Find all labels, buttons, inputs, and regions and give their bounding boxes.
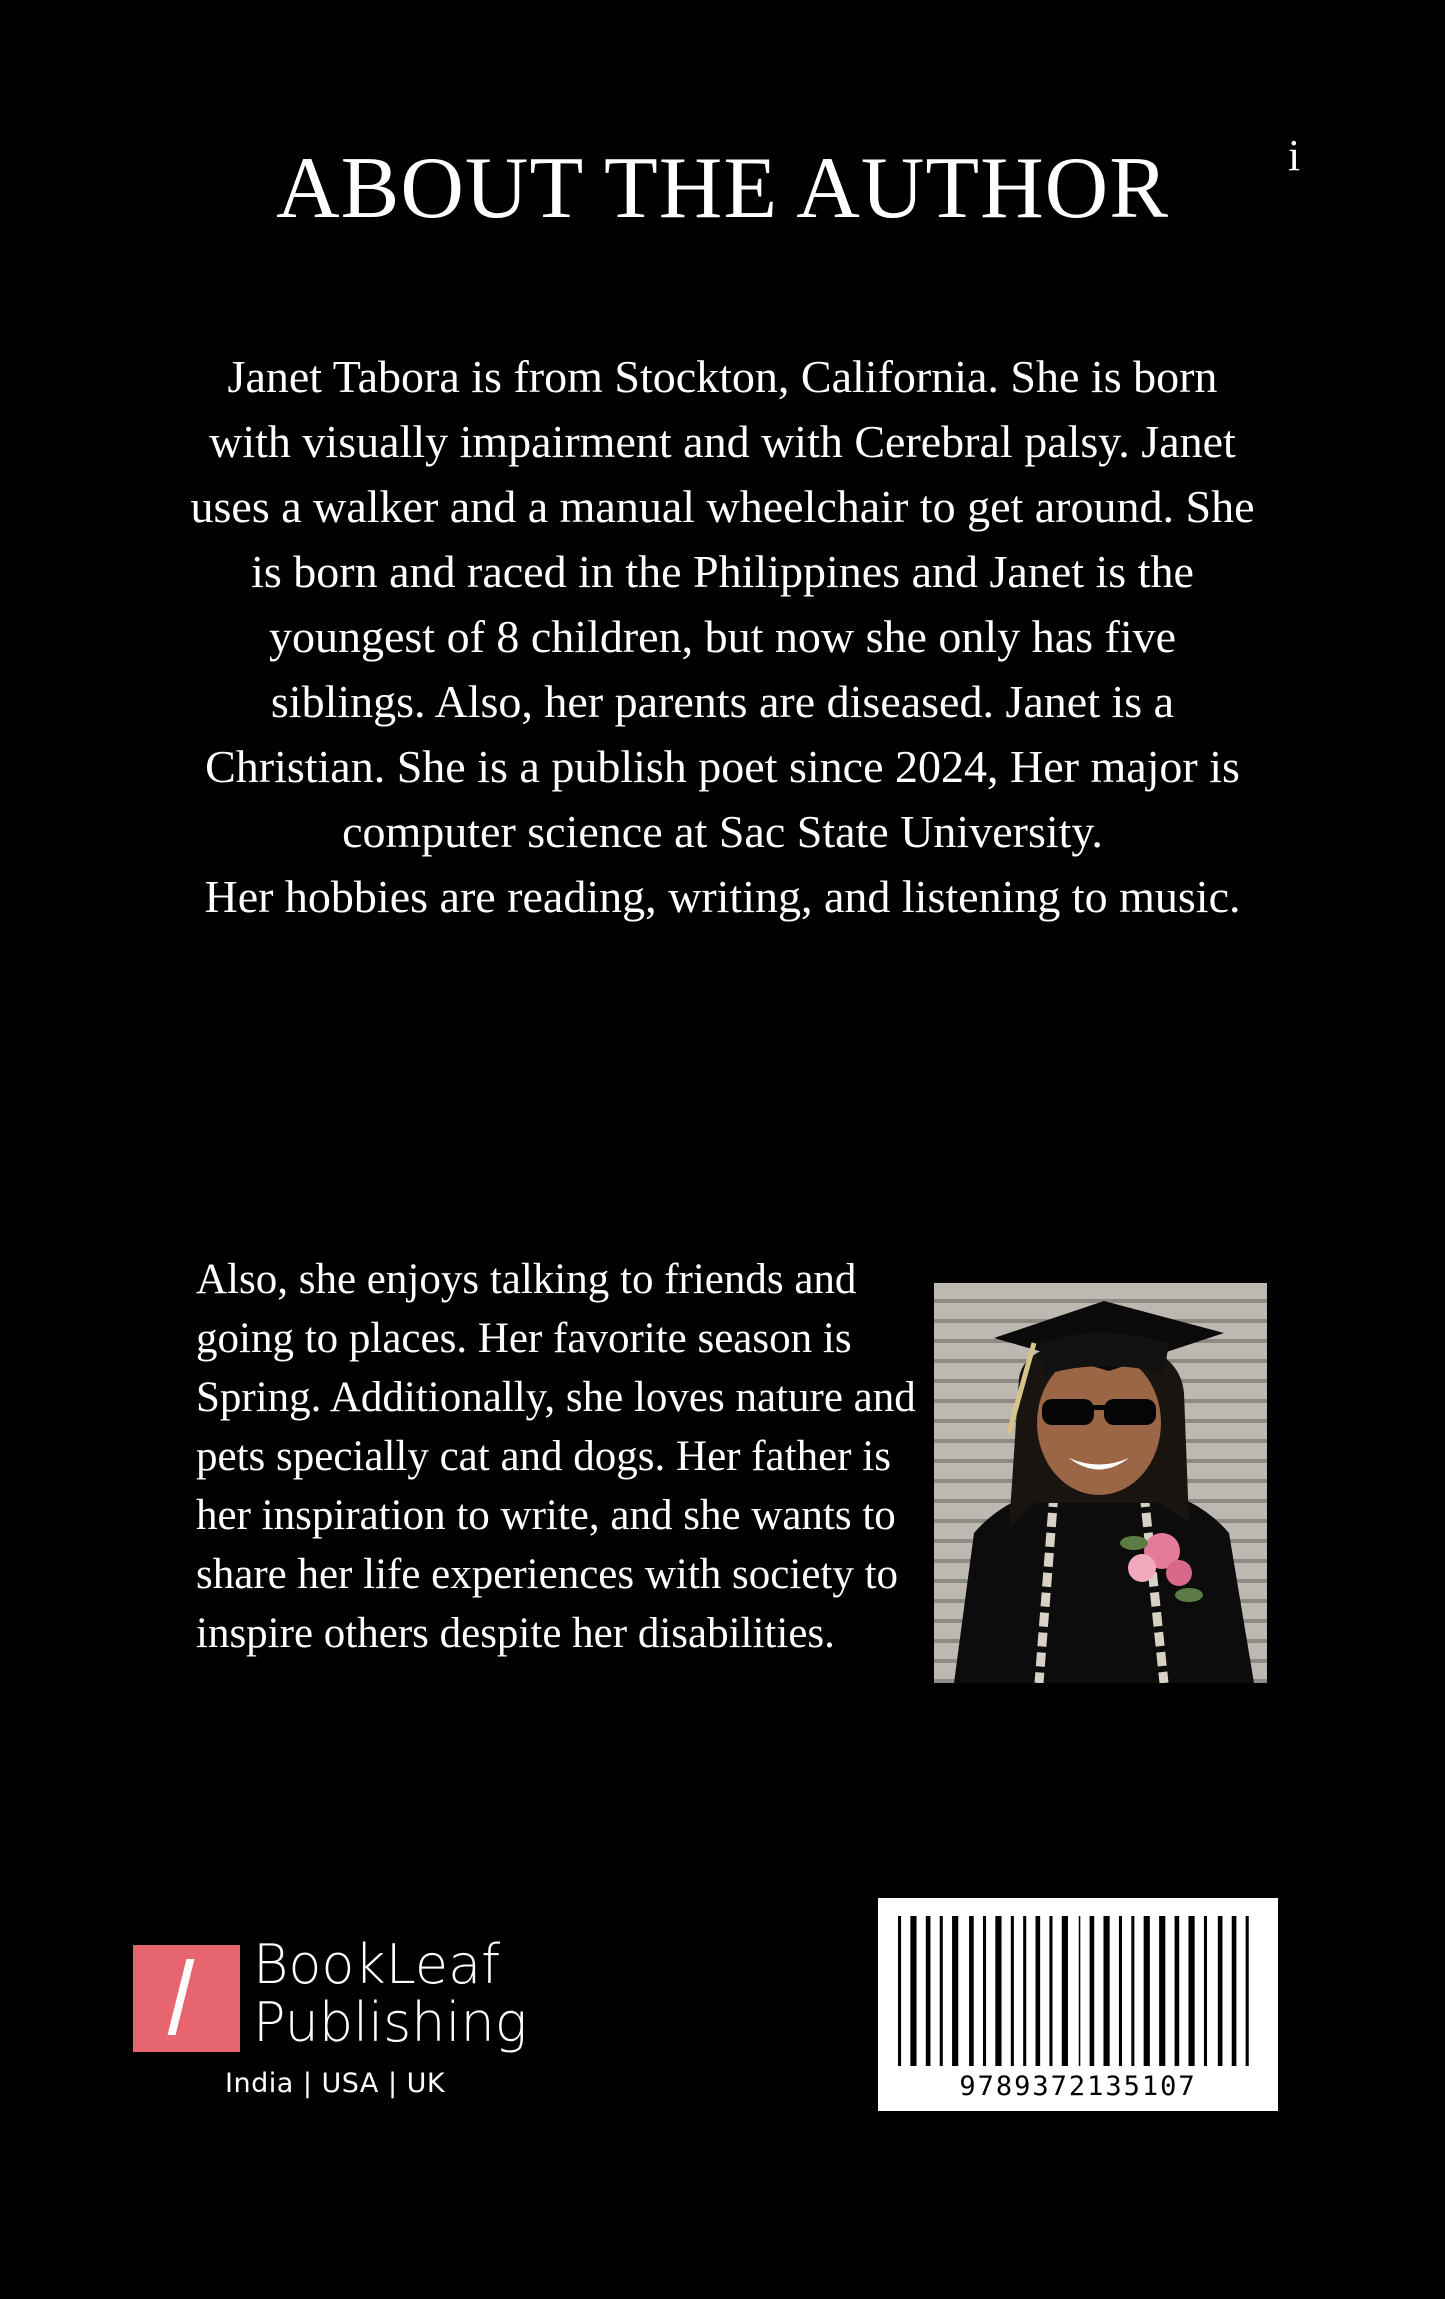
barcode-bar [1175, 1916, 1180, 2066]
isbn-number: 9789372135107 [959, 2071, 1197, 2102]
publisher-name-line: Publishing [253, 1991, 528, 2054]
barcode-bar [983, 1916, 986, 2066]
barcode-bar [1090, 1916, 1095, 2066]
barcode-bar [1246, 1916, 1249, 2066]
barcode-bar [1144, 1916, 1150, 2066]
isbn-barcode [878, 1898, 1278, 2111]
barcode-bar [910, 1916, 916, 2066]
barcode-bar [1079, 1916, 1081, 2066]
publisher-name-line: BookLeaf [253, 1933, 501, 1996]
barcode-bar [1036, 1916, 1041, 2066]
bio-paragraph: Janet Tabora is from Stockton, California. She is born with visually impairment and with Cerebral palsy. Janet uses a walker and a manual wheelchair to get around. She is born and raced in the Philippines and Janet is the youngest of 8 children, but now she only has five siblings. Also, her parents are diseased. Janet is a Christian. She is a publish poet since 2024, Her major is computer science at Sac State University. [190, 351, 1255, 857]
barcode-bar [1204, 1916, 1207, 2066]
barcode-bar [1232, 1916, 1237, 2066]
barcode-bar [1049, 1916, 1052, 2066]
barcode-bar [1131, 1916, 1134, 2066]
barcode-bar [1023, 1916, 1026, 2066]
publisher-regions: India | USA | UK [225, 2068, 446, 2099]
barcode-bar [898, 1916, 901, 2066]
barcode-bar [995, 1916, 1001, 2066]
author-bio [190, 344, 1255, 929]
barcode-bar [1159, 1916, 1165, 2066]
barcode-bar [1062, 1916, 1068, 2066]
publisher-logo-mark [133, 1945, 240, 2052]
author-photo [934, 1283, 1267, 1683]
barcode-bar [1188, 1916, 1194, 2066]
barcode-bar [1103, 1916, 1109, 2066]
barcode-bar [926, 1916, 931, 2066]
graduate-portrait-illustration [934, 1283, 1267, 1683]
bio-paragraph: Her hobbies are reading, writing, and listening to music. [204, 871, 1241, 922]
barcode-bar [1218, 1916, 1223, 2066]
slash-icon [168, 1959, 195, 2035]
author-interests-text: Also, she enjoys talking to friends and going to places. Her favorite season is Spring. Additionally, she loves nature and pets specially cat and dogs. Her father is her inspiration to write, and she wants to share her life experiences with society to inspire others despite her disabilities. [196, 1256, 916, 1657]
page-marker: i [1288, 131, 1301, 180]
barcode-bar [1011, 1916, 1014, 2066]
barcode-bar [952, 1916, 958, 2066]
barcode-bar [969, 1916, 974, 2066]
barcode-bar [940, 1916, 943, 2066]
publisher-logo [133, 1933, 533, 2112]
publisher-name [253, 1933, 528, 2054]
page-title: ABOUT THE AUTHOR [276, 140, 1169, 237]
barcode-bar [1119, 1916, 1122, 2066]
barcode-bars [898, 1916, 1258, 2066]
